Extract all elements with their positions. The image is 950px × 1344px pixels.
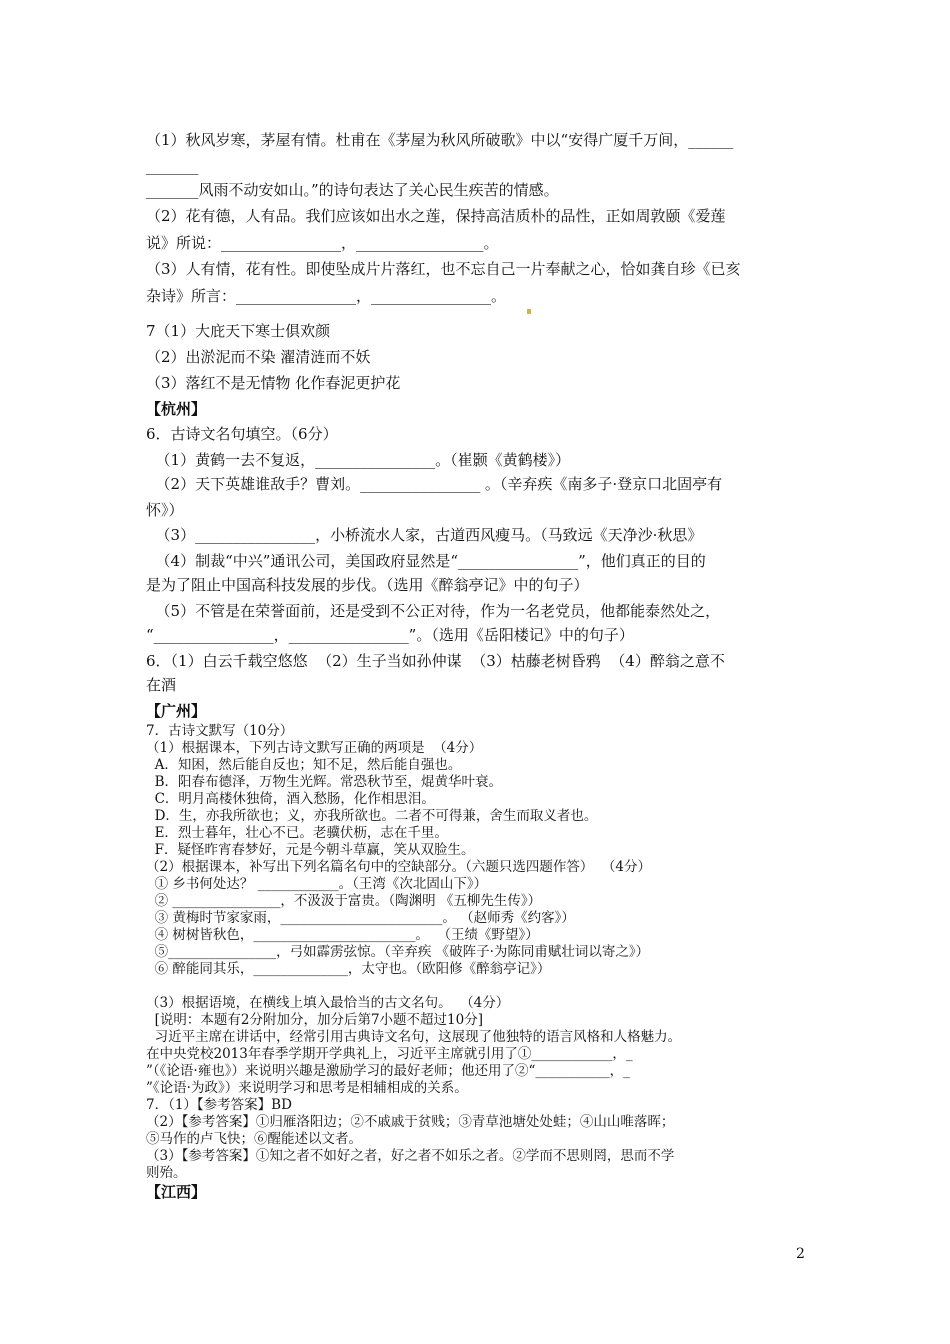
text-line: （1）秋风岁寒，茅屋有情。杜甫在《茅屋为秋风所破歌》中以“安得广厦千万间，______ — [146, 131, 734, 149]
text-line: _______风雨不动安如山。”的诗句表达了关心民生疾苦的情感。 — [146, 181, 559, 199]
text-line: 是为了阻止中国高科技发展的步伐。（选用《醉翁亭记》中的句子） — [146, 576, 589, 594]
text-line: 7．古诗文默写（10分） — [146, 723, 294, 739]
text-line: A．知困，然后能自反也；知不足，然后能自强也。 — [146, 757, 462, 773]
text-line: （5）不管是在荣誉面前，还是受到不公正对待，作为一名老党员，他都能泰然处之， — [146, 602, 721, 620]
text-line: _______ — [146, 157, 199, 175]
text-line: 怀》） — [146, 501, 184, 519]
text-line: 杂诗》所言：________________，________________。 — [146, 287, 507, 305]
text-line: 在酒 — [146, 676, 177, 694]
text-line: ③ 黄梅时节家家雨，________________________。 （赵师秀《约客》） — [146, 910, 575, 926]
text-line: 7．（1）【参考答案】BD — [146, 1097, 292, 1113]
text-line: 6．古诗文名句填空。（6分） — [146, 425, 338, 443]
ink-speck — [527, 309, 531, 314]
text-line: E．烈士暮年，壮心不已。老骥伏枥，志在千里。 — [146, 825, 448, 841]
text-line: （2）出淤泥而不染 濯清涟而不妖 — [146, 348, 371, 366]
text-line: （1）黄鹤一去不复返，________________。（崔颢《黄鹤楼》） — [146, 451, 571, 469]
text-line: ”《论语·为政》）来说明学习和思考是相辅相成的关系。 — [146, 1080, 468, 1096]
text-line: D．生，亦我所欲也；义，亦我所欲也。二者不可得兼，舍生而取义者也。 — [146, 808, 598, 824]
text-line: “________________，________________”。（选用《岳阳楼记》中的句子） — [146, 626, 634, 644]
text-line: （1）根据课本，下列古诗文默写正确的两项是 （4分） — [146, 740, 483, 756]
text-line: [说明：本题有2分附加分，加分后第7小题不超过10分] — [146, 1012, 483, 1028]
text-line: 7（1）大庇天下寒士俱欢颜 — [146, 322, 331, 340]
text-line: F．疑怪昨宵春梦好，元是今朝斗草赢，笑从双脸生。 — [146, 842, 475, 858]
text-line: B．阳春布德泽，万物生光辉。常恐秋节至，焜黄华叶衰。 — [146, 774, 503, 790]
text-line: ② ________________，不汲汲于富贵。（陶渊明 《五柳先生传》） — [146, 893, 542, 909]
text-line: 则殆。 — [146, 1165, 187, 1181]
section-heading: 【江西】 — [146, 1183, 207, 1201]
text-line: 在中央党校2013年春季学期开学典礼上，习近平主席就引用了①____________，_ — [146, 1046, 633, 1062]
text-line: ⑤马作的卢飞快；⑥醒能述以文者。 — [146, 1131, 362, 1147]
text-line: （3）人有情，花有性。即使坠成片片落红，也不忘自己一片奉献之心，恰如龚自珍《已亥 — [146, 260, 741, 278]
text-line: （2）根据课本，补写出下列名篇名句中的空缺部分。（六题只选四题作答） （4分） — [146, 859, 652, 875]
section-heading: 【杭州】 — [146, 400, 207, 418]
text-line: （2）花有德，人有品。我们应该如出水之莲，保持高洁质朴的品性，正如周敦颐《爱莲 — [146, 207, 726, 225]
text-line: （4）制裁“中兴”通讯公司，美国政府显然是“________________”，他们真正的目的 — [146, 552, 706, 570]
text-line: ④ 树树皆秋色，________________________。 （王绩《野望》） — [146, 927, 539, 943]
text-line: （2）【参考答案】①归雁洛阳边；②不戚戚于贫贱；③青草池塘处处蛙；④山山唯落晖； — [146, 1114, 675, 1130]
text-line: （3）【参考答案】①知之者不如好之者，好之者不如乐之者。②学而不思则罔，思而不学 — [146, 1148, 675, 1164]
text-line: （2）天下英雄谁敌手？曹刘。________________ 。（辛弃疾《南多子·登京口北固亭有 — [146, 475, 723, 493]
text-line: ① 乡书何处达？ ____________。（王湾《次北固山下》） — [146, 876, 488, 892]
text-line: （3）根据语境，在横线上填入最恰当的古文名句。 （4分） — [146, 995, 510, 1011]
text-line: ⑤________________，弓如霹雳弦惊。（辛弃疾 《破阵子·为陈同甫赋壮词以寄之》） — [146, 944, 650, 960]
text-line: 说》所说：________________，_________________。 — [146, 234, 499, 252]
text-line: （3）落红不是无情物 化作春泥更护花 — [146, 374, 401, 392]
text-line: ⑥ 醉能同其乐，______________，太守也。（欧阳修《醉翁亭记》） — [146, 961, 551, 977]
text-line: （3）________________，小桥流水人家，古道西风瘦马。（马致远《天净沙·秋思》 — [146, 526, 703, 544]
text-line: 习近平主席在讲话中，经常引用古典诗文名句，这展现了他独特的语言风格和人格魅力。 — [146, 1029, 682, 1045]
page-number: 2 — [796, 1246, 805, 1262]
text-line: C．明月高楼休独倚，酒入愁肠，化作相思泪。 — [146, 791, 435, 807]
text-line: ”（《论语·雍也》）来说明兴趣是激励学习的最好老师；他还用了②“___________，_ — [146, 1063, 630, 1079]
section-heading: 【广州】 — [146, 702, 207, 720]
text-line: 6．（1）白云千载空悠悠 （2）生子当如孙仲谋 （3）枯藤老树昏鸦 （4）醉翁之意不 — [146, 652, 725, 670]
